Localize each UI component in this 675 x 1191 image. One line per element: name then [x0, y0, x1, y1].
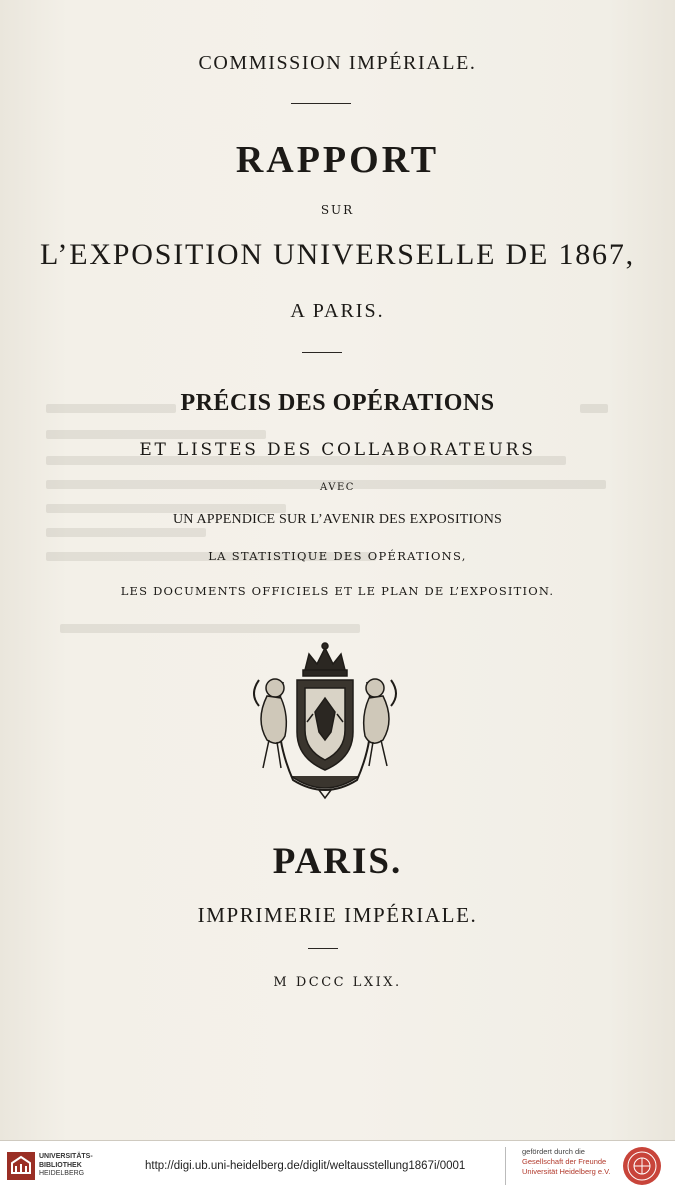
digitization-footer	[0, 1140, 675, 1191]
sponsor-line: Universität Heidelberg e.V.	[522, 1167, 611, 1176]
divider	[308, 948, 338, 949]
library-name	[39, 1153, 93, 1179]
permalink-url[interactable]: http://digi.ub.uni-heidelberg.de/diglit/weltausstellung1867i/0001	[145, 1160, 466, 1172]
avec-line: AVEC	[320, 482, 355, 493]
report-title: RAPPORT	[235, 139, 440, 181]
printer-name: IMPRIMERIE IMPÉRIALE.	[197, 903, 478, 927]
precis-heading: PRÉCIS DES OPÉRATIONS	[180, 390, 495, 416]
university-seal-icon[interactable]	[622, 1146, 662, 1186]
location-line: A PARIS.	[290, 300, 385, 322]
publisher-city: PARIS.	[272, 841, 403, 882]
divider	[291, 103, 351, 104]
listes-heading: ET LISTES DES COLLABORATEURS	[139, 440, 536, 460]
sponsor-line: Gesellschaft der Freunde	[522, 1157, 607, 1166]
commission-heading: COMMISSION IMPÉRIALE.	[198, 52, 477, 74]
divider	[302, 352, 342, 353]
imperial-coat-of-arms-icon	[245, 640, 405, 800]
appendice-line: UN APPENDICE SUR L’AVENIR DES EXPOSITIONS	[172, 512, 503, 527]
sponsor-credit	[522, 1147, 611, 1177]
statistique-line: LA STATISTIQUE DES OPÉRATIONS,	[208, 549, 467, 563]
publication-date: M DCCC LXIX.	[273, 975, 402, 990]
documents-line: LES DOCUMENTS OFFICIELS ET LE PLAN DE L’EXPOSITION.	[120, 584, 555, 598]
subtitle-sur: SUR	[320, 203, 355, 217]
exposition-title: L’EXPOSITION UNIVERSELLE DE 1867,	[40, 238, 635, 271]
library-name-line: BIBLIOTHEK	[39, 1161, 82, 1169]
library-name-line: UNIVERSITÄTS-	[39, 1153, 93, 1160]
footer-divider	[505, 1147, 506, 1185]
university-library-logo-icon[interactable]	[6, 1151, 36, 1181]
sponsor-line: gefördert durch die	[522, 1147, 585, 1156]
library-name-line: HEIDELBERG	[39, 1170, 85, 1177]
